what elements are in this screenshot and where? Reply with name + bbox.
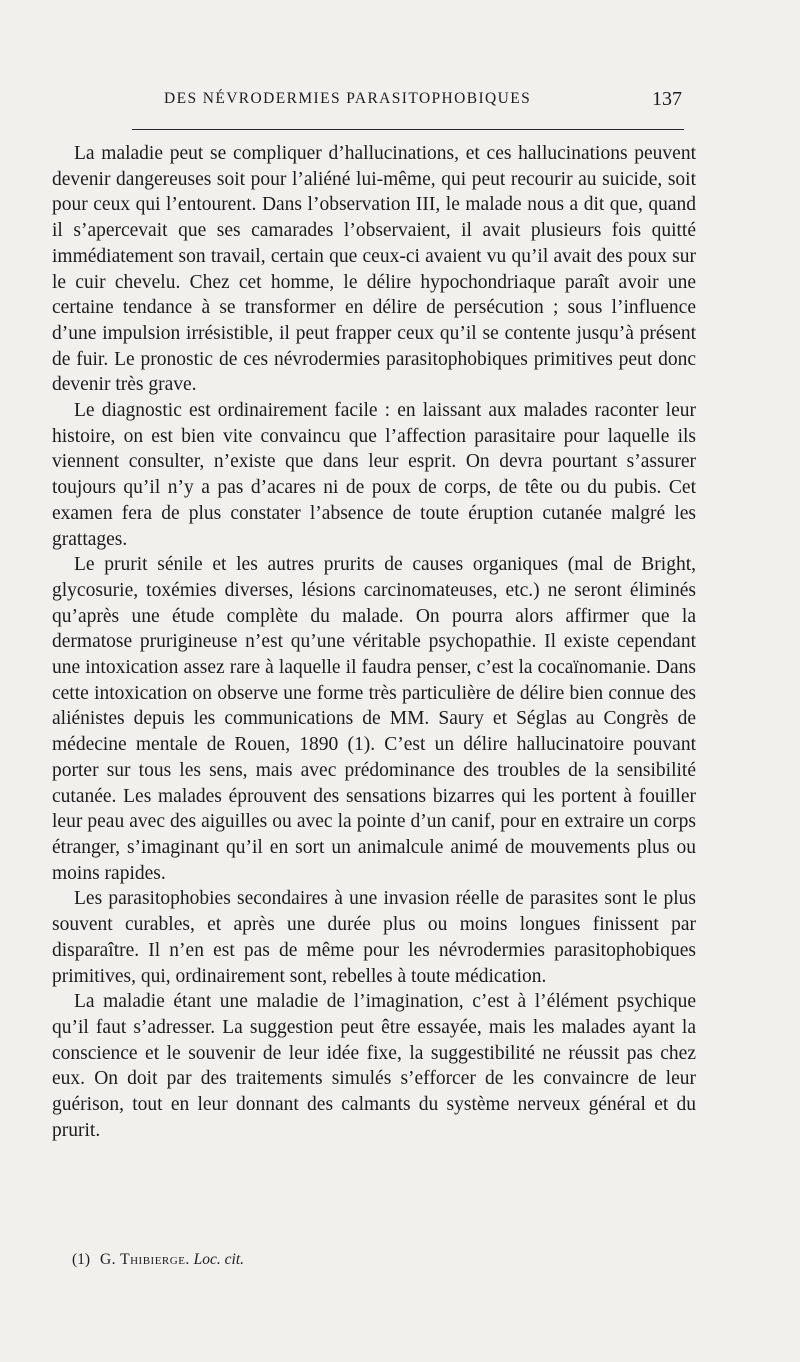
footnote-marker: (1) — [72, 1251, 91, 1268]
footnote — [72, 1251, 244, 1269]
footnote-author: G. Thibierge. — [99, 1251, 190, 1268]
paragraph-hallucinations: La maladie peut se compliquer d’hallucinations, et ces hallucinations peuvent devenir dangereuses soit pour l’aliéné lui-même, qui peut recourir au suicide, soit pour ceux qui l’entourent. Dans l’observation III, le malade nous a dit que, quand il s’apercevait que ses camarades l’observaient, il avait plusieurs fois quitté immédiatement son travail, certain que ceux-ci avaient vu qu’il avait des poux sur le cuir chevelu. Chez cet homme, le délire hypochondriaque paraît avoir une certaine tendance à se transformer en délire de persécution ; sous l’influence d’une impulsion irrésistible, il peut frapper ceux qu’il se contente jusqu’à présent de fuir. Le pronostic de ces névrodermies parasitophobiques primitives peut donc devenir très grave. — [52, 143, 696, 396]
header-rule — [132, 129, 684, 130]
body-text — [52, 141, 696, 1143]
page-number: 137 — [652, 88, 682, 110]
footnote-reference: Loc. cit. — [193, 1251, 245, 1268]
paragraph-traitement: La maladie étant une maladie de l’imagination, c’est à l’élément psychique qu’il faut s’adresser. La suggestion peut être essayée, mais les malades ayant la conscience et le souvenir de leur idée fixe, la suggestibilité ne réussit pas chez eux. On doit par des traitements simulés s’efforcer de les convaincre de leur guérison, tout en leur donnant des calmants du système nerveux général et du prurit. — [52, 991, 696, 1141]
running-title: DES NÉVRODERMIES PARASITOPHOBIQUES — [164, 90, 532, 107]
paragraph-parasitophobies-secondaires: Les parasitophobies secondaires à une invasion réelle de parasites sont le plus souvent curables, et après une durée plus ou moins longues finissent par disparaître. Il n’en est pas de même pour les névrodermies parasitophobiques primitives, qui, ordinairement sont, rebelles à toute médication. — [52, 888, 696, 987]
running-header — [132, 88, 682, 118]
paragraph-diagnostic: Le diagnostic est ordinairement facile : en laissant aux malades raconter leur histoire, on est bien vite convaincu que l’affection parasitaire pour laquelle ils viennent consulter, n’existe que dans leur esprit. On devra pourtant s’assurer toujours qu’il n’y a pas d’acares ni de poux de corps, de tête ou du pubis. Cet examen fera de plus constater l’absence de toute éruption cutanée malgré les grattages. — [52, 400, 696, 550]
paragraph-prurit-senile: Le prurit sénile et les autres prurits de causes organiques (mal de Bright, glycosurie, toxémies diverses, lésions carcinomateuses, etc.) ne seront éliminés qu’après une étude complète du malade. On pourra alors affirmer que la dermatose prurigineuse n’est qu’une véritable psychopathie. Il existe cependant une intoxication assez rare à laquelle il faudra penser, c’est la cocaïnomanie. Dans cette intoxication on observe une forme très particulière de délire bien connue des aliénistes depuis les communications de MM. Saury et Séglas au Congrès de médecine mentale de Rouen, 1890 (1). C’est un délire hallucinatoire pouvant porter sur tous les sens, mais avec prédominance des troubles de la sensibilité cutanée. Les malades éprouvent des sensations bizarres qui les portent à fouiller leur peau avec des aiguilles ou avec la pointe d’un canif, pour en extraire un corps étranger, s’imaginant qu’il en sort un animalcule animé de mouvements plus ou moins rapides. — [52, 554, 696, 884]
